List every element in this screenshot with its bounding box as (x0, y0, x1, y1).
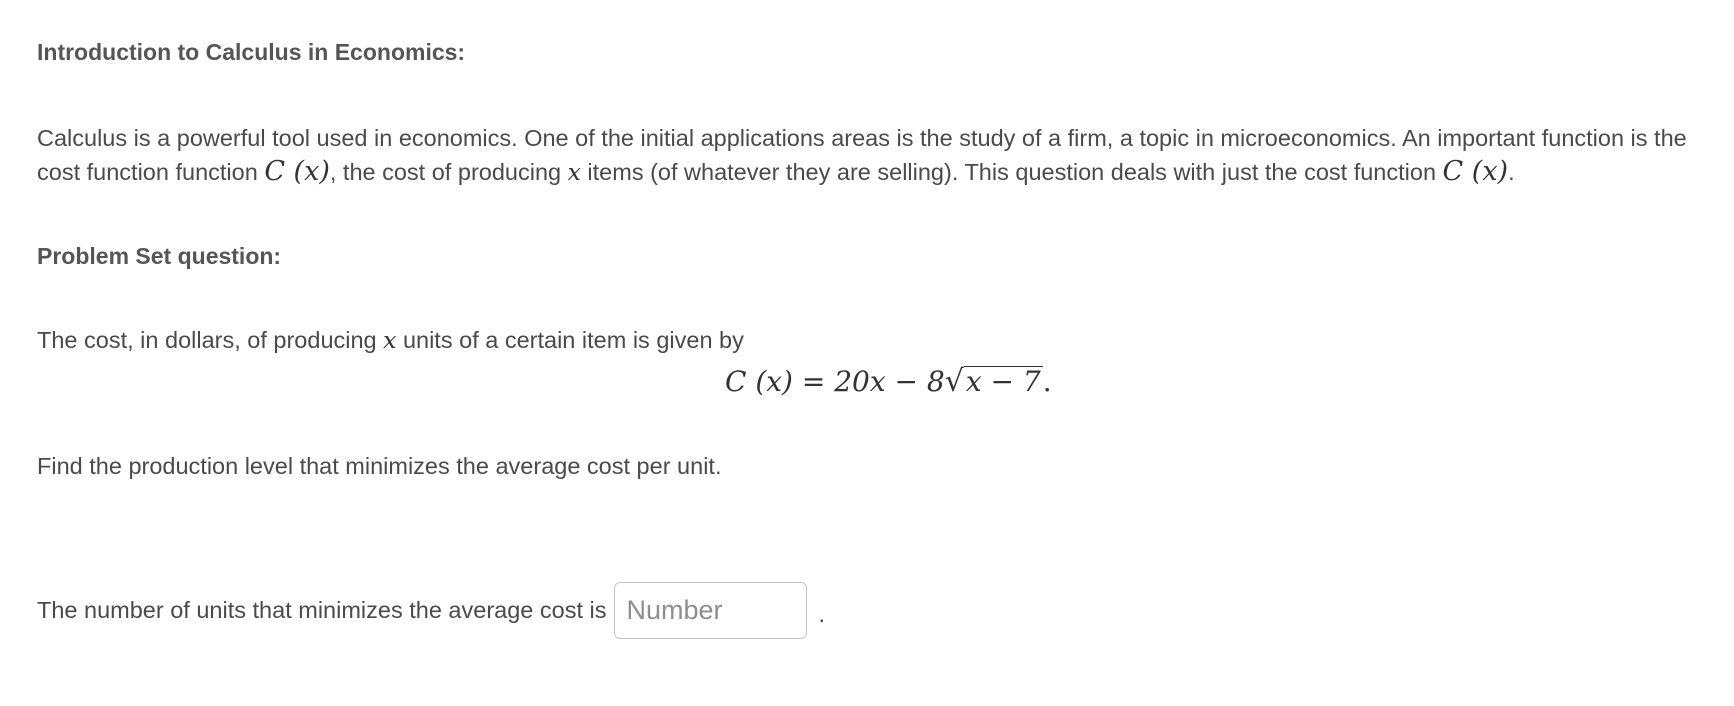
intro-text-2: , the cost of producing (329, 159, 568, 185)
intro-text-1: Calculus is a powerful tool used in economics. One of the initial applications areas is the study of a firm, a topic in microeconomics. An important function is the cost function function (37, 125, 1687, 185)
given-text-1: The cost, in dollars, of producing (37, 327, 384, 353)
formula-end: . (1042, 365, 1052, 398)
intro-text-4: . (1508, 159, 1515, 185)
formula-lhs: C (x) = 20x − 8 (725, 365, 945, 398)
cost-function-symbol-2: C (x) (1442, 156, 1509, 187)
problem-heading: Problem Set question: (37, 243, 282, 269)
answer-number-input[interactable] (614, 582, 807, 639)
square-root (945, 364, 1043, 400)
problem-given (37, 324, 1697, 357)
intro-text-3: items (of whatever they are selling). This question deals with just the cost function (580, 159, 1443, 185)
variable-x: x (383, 326, 397, 354)
problem-instruction: Find the production level that minimizes the average cost per unit. (37, 453, 722, 479)
given-text-2: units of a certain item is given by (396, 327, 744, 353)
intro-heading: Introduction to Calculus in Economics: (37, 39, 466, 65)
radical-sign-icon: √ (944, 364, 964, 399)
variable-x: x (567, 158, 581, 186)
formula-radicand: x − 7 (965, 365, 1041, 398)
cost-formula (725, 364, 1052, 400)
cost-function-symbol: C (x) (264, 156, 330, 187)
answer-trailing-period: . (818, 600, 826, 627)
intro-paragraph (37, 122, 1697, 189)
answer-label: The number of units that minimizes the average cost is (37, 596, 607, 623)
answer-row (37, 580, 825, 640)
